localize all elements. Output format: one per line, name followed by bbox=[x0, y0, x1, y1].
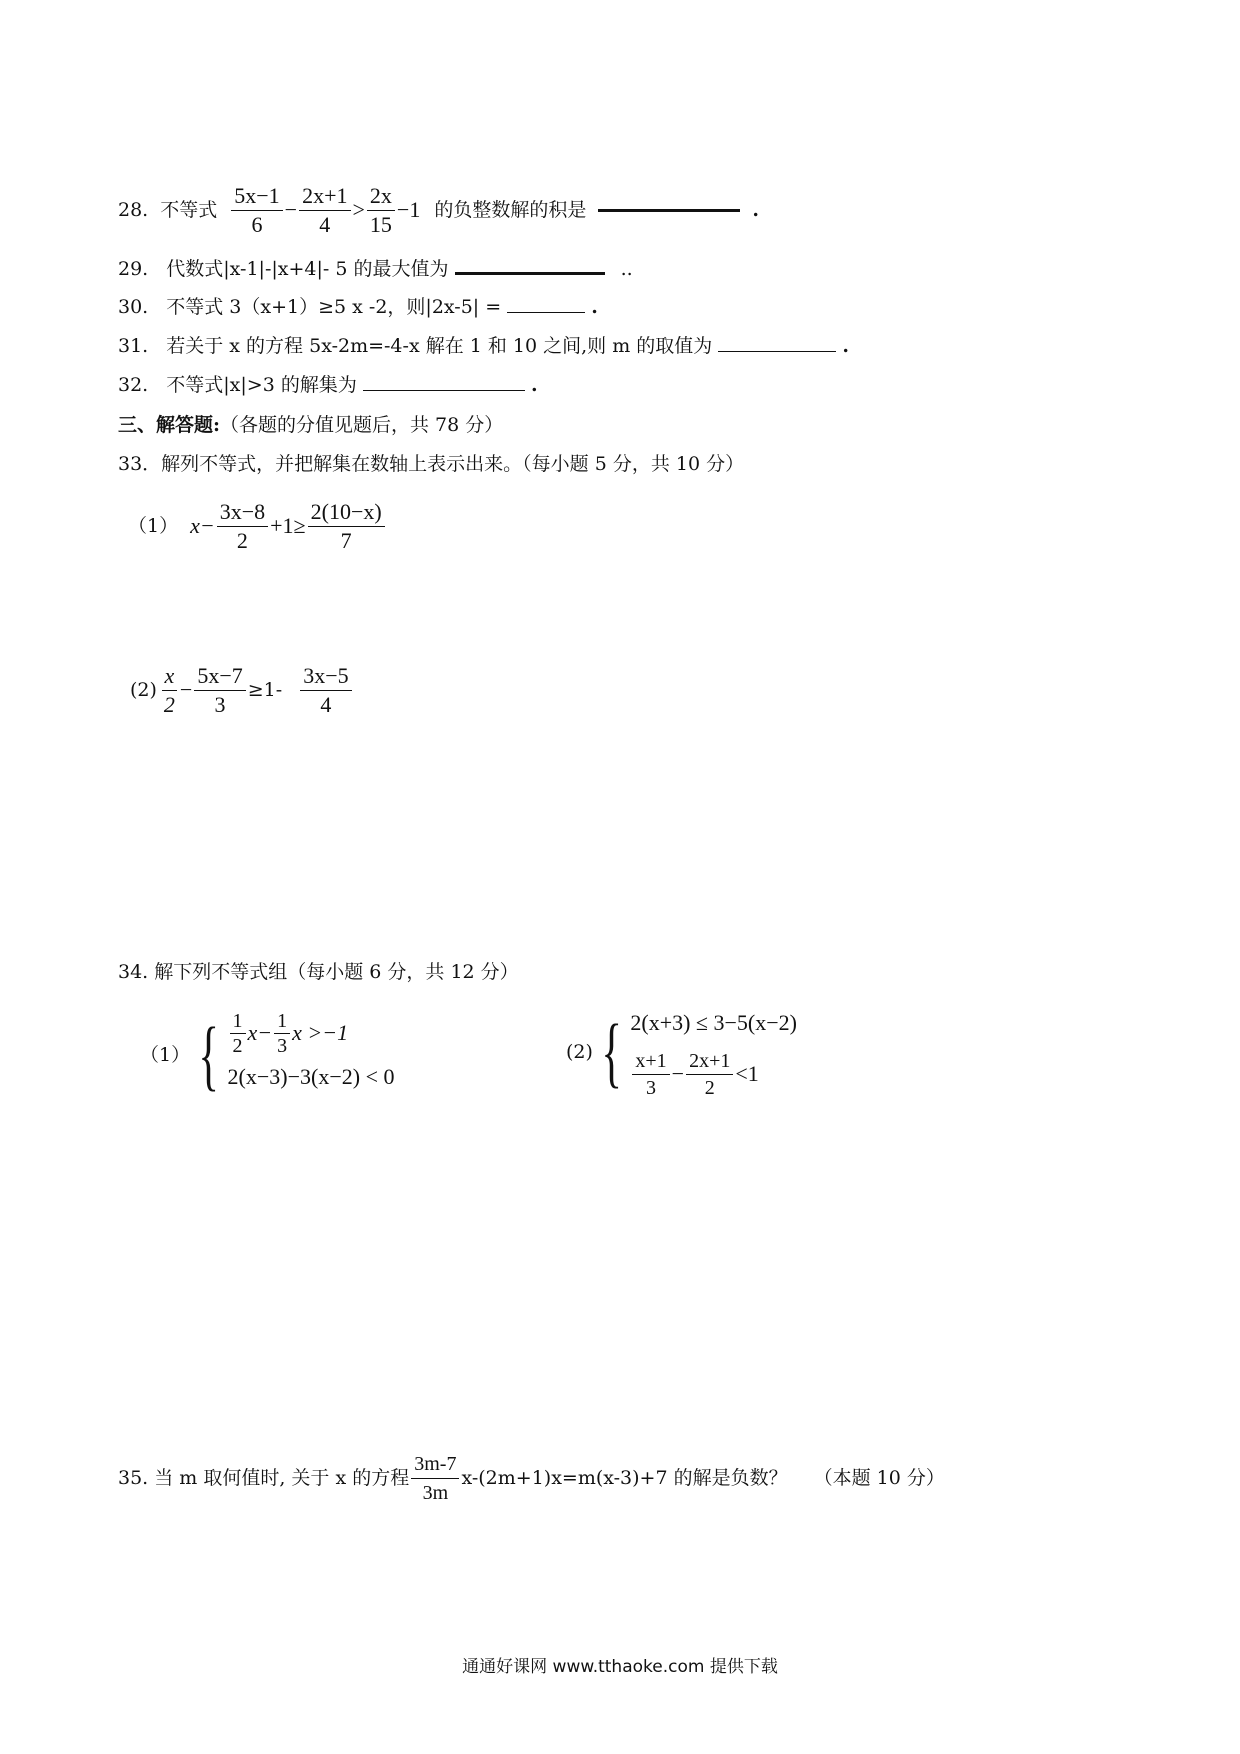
inequality-system: $\frac{1}{2}$ x− $\frac{1}{3}$ x >−1 2(x−3)−3(x−2) < 0 bbox=[227, 1009, 395, 1089]
question-text: x-(2m+1)x=m(x-3)+7 的解是负数？ bbox=[461, 1467, 788, 1489]
fraction: $\frac{x}{2}$ bbox=[161, 662, 178, 719]
question-text: 若关于 x 的方程 5x-2m=-4-x 解在 1 和 10 之间,则 m 的取值为 bbox=[166, 335, 713, 357]
footer-text: 通通好课网 www.tthaoke.com 提供下载 bbox=[462, 1657, 778, 1677]
question-34-part-2: (2) { 2(x+3) ≤ 3−5(x−2) $\frac{x+1}{3}$ − $\frac{2x+1}{2}$ <1 bbox=[566, 1000, 797, 1104]
page-footer bbox=[0, 1652, 1240, 1677]
question-text: 不等式|x|>3 的解集为 bbox=[166, 374, 357, 396]
question-text: 34. 解下列不等式组（每小题 6 分，共 12 分） bbox=[118, 961, 519, 983]
answer-blank[interactable] bbox=[507, 311, 585, 313]
brace-icon: { bbox=[198, 1011, 220, 1098]
section-note: （各题的分值见题后，共 78 分） bbox=[220, 414, 504, 436]
question-text: 33．解列不等式，并把解集在数轴上表示出来。（每小题 5 分，共 10 分） bbox=[118, 453, 745, 475]
score-note: （本题 10 分） bbox=[813, 1467, 945, 1489]
section-title: 三、解答题: bbox=[118, 414, 221, 436]
question-number: 29. bbox=[118, 258, 149, 280]
fraction: $\frac{5x-1}{6}$ bbox=[231, 182, 282, 239]
question-text: 不等式 bbox=[160, 199, 218, 221]
answer-blank[interactable] bbox=[718, 350, 836, 352]
fraction: $\frac{3m-7}{3m}$ bbox=[411, 1450, 459, 1507]
question-33 bbox=[118, 452, 744, 476]
question-text: 的负整数解的积是 bbox=[434, 199, 587, 221]
question-text: 代数式|x-1|-|x+4|- 5 的最大值为 bbox=[166, 258, 449, 280]
question-33-part-2: (2) $\frac{x}{2}$ − $\frac{5x-7}{3}$ ≥1- $\frac{3x-5}{4}$ bbox=[130, 656, 354, 724]
question-number: 31. bbox=[118, 335, 149, 357]
fraction: $\frac{3x-8}{2}$ bbox=[217, 498, 268, 555]
question-33-part-1: （1） x− $\frac{3x-8}{2}$ +1≥ $\frac{2(10-x)}{7}$ bbox=[128, 492, 387, 560]
section-heading bbox=[118, 413, 503, 437]
question-29: 29. 代数式|x-1|-|x+4|- 5 的最大值为 .. bbox=[118, 258, 633, 280]
answer-blank[interactable] bbox=[455, 271, 605, 275]
fraction: $\frac{3x-5}{4}$ bbox=[300, 662, 351, 719]
question-number: 28. bbox=[118, 199, 149, 221]
question-32: 32. 不等式|x|>3 的解集为 . bbox=[118, 374, 538, 396]
question-text: 35. 当 m 取何值时, 关于 x 的方程 bbox=[118, 1467, 410, 1489]
inequality-system: 2(x+3) ≤ 3−5(x−2) $\frac{x+1}{3}$ − $\frac{2x+1}{2}$ <1 bbox=[630, 1010, 797, 1099]
fraction: $\frac{2x+1}{4}$ bbox=[299, 182, 350, 239]
question-31: 31. 若关于 x 的方程 5x-2m=-4-x 解在 1 和 10 之间,则 m 的取值为 . bbox=[118, 335, 849, 357]
question-number: 32. bbox=[118, 374, 149, 396]
question-30: 30. 不等式 3（x+1）≥5 x -2，则|2x-5| = . bbox=[118, 296, 598, 318]
question-number: 30. bbox=[118, 296, 149, 318]
brace-icon: { bbox=[601, 1008, 622, 1095]
fraction: $\frac{2x}{15}$ bbox=[367, 182, 395, 239]
question-34 bbox=[118, 960, 519, 984]
question-28: 28. 不等式 $\frac{5x-1}{6}$ − $\frac{2x+1}{4}$ > $\frac{2x}{15}$ −1 的负整数解的积是 . bbox=[118, 182, 759, 237]
fraction: $\frac{5x-7}{3}$ bbox=[194, 662, 245, 719]
question-34-part-1: （1） { $\frac{1}{2}$ x− $\frac{1}{3}$ x >−1 2(x−3)−3(x−2) < 0 bbox=[140, 1009, 395, 1098]
question-text: 不等式 3（x+1）≥5 x -2，则|2x-5| = bbox=[166, 296, 502, 318]
question-35 bbox=[118, 1445, 945, 1511]
answer-blank[interactable] bbox=[598, 208, 740, 212]
fraction: $\frac{2(10-x)}{7}$ bbox=[308, 498, 385, 555]
answer-blank[interactable] bbox=[363, 389, 525, 391]
